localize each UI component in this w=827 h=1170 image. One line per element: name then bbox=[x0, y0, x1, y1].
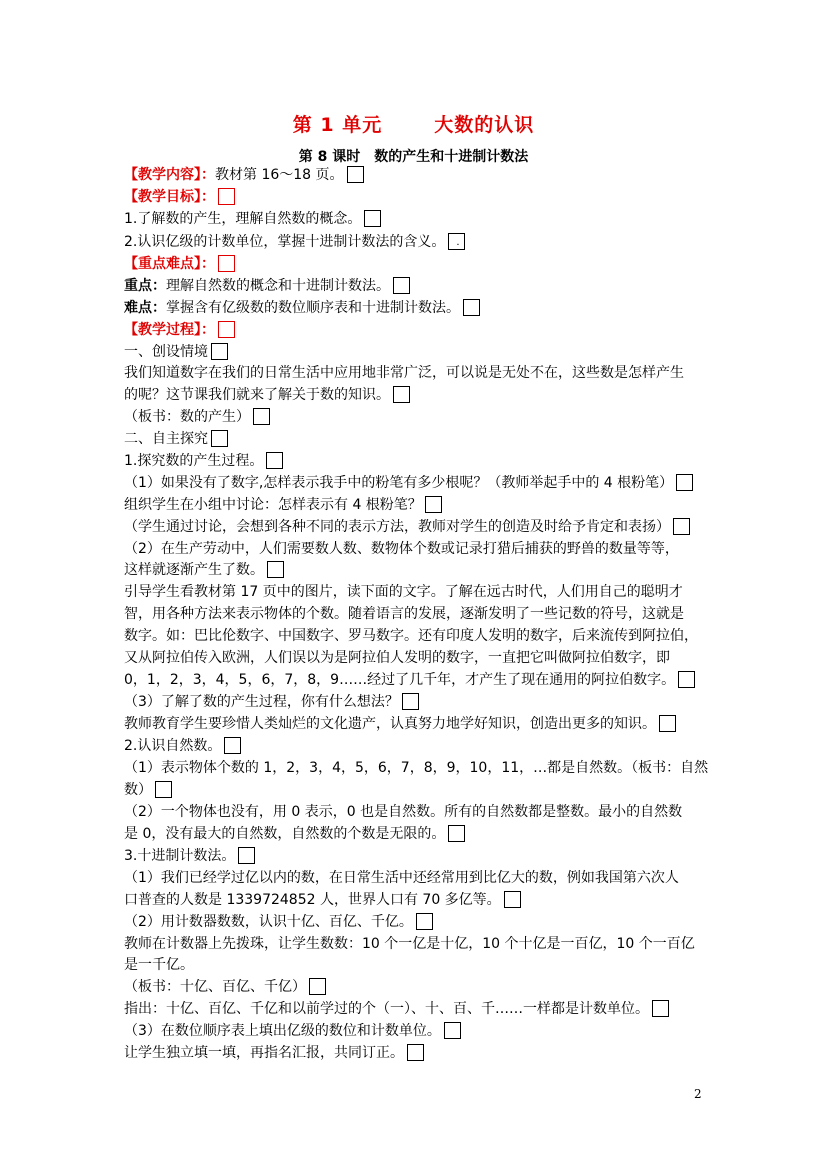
line-text: 教师教育学生要珍惜人类灿烂的文化遗产，认真努力地学好知识，创造出更多的知识。 bbox=[124, 713, 676, 735]
checkbox-icon[interactable] bbox=[347, 166, 364, 183]
line-text: （2）一个物体也没有，用 0 表示，0 也是自然数。所有的自然数都是整数。最小的自然数 bbox=[124, 804, 683, 820]
line-text: （3）在数位顺序表上填出亿级的数位和计数单位。 bbox=[124, 1020, 461, 1042]
checkbox-icon[interactable] bbox=[444, 1022, 461, 1039]
line-text: （1）如果没有了数字,怎样表示我手中的粉笔有多少根呢？（教师举起手中的 4 根粉笔） bbox=[124, 472, 693, 494]
checkbox-icon[interactable] bbox=[224, 737, 241, 754]
line-text: （1）表示物体个数的 1，2，3，4，5，6，7，8，9，10，11，…都是自然数。（板书：自然 bbox=[124, 760, 709, 776]
checkbox-icon[interactable] bbox=[416, 913, 433, 930]
line-text: （2）用计数器数数，认识十亿、百亿、千亿。 bbox=[124, 911, 433, 933]
line-text: 组织学生在小组中讨论：怎样表示有 4 根粉笔？ bbox=[124, 494, 442, 516]
checkbox-icon[interactable] bbox=[448, 825, 465, 842]
line-section-1: 一、创设情境 bbox=[124, 341, 228, 363]
line-text: （学生通过讨论，会想到各种不同的表示方法，教师对学生的创造及时给予肯定和表扬） bbox=[124, 516, 690, 538]
checkbox-icon[interactable] bbox=[211, 343, 228, 360]
line-text: 这样就逐渐产生了数。 bbox=[124, 559, 284, 581]
line-text: （2）在生产劳动中，人们需要数人数、数物体个数或记录打猎后捕获的野兽的数量等等， bbox=[124, 541, 679, 557]
checkbox-icon[interactable] bbox=[678, 671, 695, 688]
line-text: （1）我们已经学过亿以内的数，在日常生活中还经常用到比亿大的数，例如我国第六次人 bbox=[124, 870, 679, 886]
line-text: 智，用各种方法来表示物体的个数。随着语言的发展，逐渐发明了一些记数的符号，这就是 bbox=[124, 606, 684, 622]
checkbox-icon[interactable]: . bbox=[448, 233, 465, 250]
line-section-2: 二、自主探究 bbox=[124, 428, 228, 450]
checkbox-icon[interactable] bbox=[155, 781, 172, 798]
line-text: 我们知道数字在我们的日常生活中应用地非常广泛，可以说是无处不在，这些数是怎样产生 bbox=[124, 365, 684, 381]
checkbox-icon[interactable] bbox=[218, 188, 235, 205]
line-objectives: 【教学目标】： bbox=[124, 186, 235, 208]
lesson-subtitle: 第 8 课时 数的产生和十进制计数法 bbox=[298, 149, 529, 165]
line-text: 口普查的人数是 1339724852 人，世界人口有 70 多亿等。 bbox=[124, 889, 521, 911]
checkbox-icon[interactable] bbox=[253, 408, 270, 425]
line-key-point: 重点：理解自然数的概念和十进制计数法。 bbox=[124, 275, 410, 297]
checkbox-icon[interactable] bbox=[425, 496, 442, 513]
checkbox-icon[interactable] bbox=[218, 255, 235, 272]
line-text: （板书：十亿、百亿、千亿） bbox=[124, 976, 326, 998]
line-text: 指出：十亿、百亿、千亿和以前学过的个（一）、十、百、千……一样都是计数单位。 bbox=[124, 998, 669, 1020]
line-text: 引导学生看教材第 17 页中的图片，读下面的文字。了解在远古时代，人们用自己的聪明才 bbox=[124, 584, 683, 600]
checkbox-icon[interactable] bbox=[402, 693, 419, 710]
line-text: （3）了解了数的产生过程，你有什么想法？ bbox=[124, 691, 419, 713]
line-text: 让学生独立填一填，再指名汇报，共同订正。 bbox=[124, 1042, 424, 1064]
line-text: 又从阿拉伯传入欧洲，人们误以为是阿拉伯人发明的数字，一直把它叫做阿拉伯数字，即 bbox=[124, 650, 670, 666]
unit-name: 大数的认识 bbox=[434, 114, 535, 136]
unit-number: 第 1 单元 bbox=[292, 114, 383, 136]
checkbox-icon[interactable] bbox=[266, 452, 283, 469]
checkbox-icon[interactable] bbox=[393, 277, 410, 294]
line-objective-1: 1.了解数的产生，理解自然数的概念。 bbox=[124, 208, 381, 230]
line-key-points: 【重点难点】： bbox=[124, 253, 235, 275]
checkbox-icon[interactable] bbox=[218, 321, 235, 338]
line-text: 2.认识自然数。 bbox=[124, 735, 241, 757]
checkbox-icon[interactable] bbox=[676, 474, 693, 491]
line-objective-2: 2.认识亿级的计数单位，掌握十进制计数法的含义。 . bbox=[124, 231, 465, 253]
checkbox-icon[interactable] bbox=[238, 847, 255, 864]
line-text: 1.探究数的产生过程。 bbox=[124, 450, 283, 472]
line-text: （板书：数的产生） bbox=[124, 406, 270, 428]
line-text: 3.十进制计数法。 bbox=[124, 845, 255, 867]
checkbox-icon[interactable] bbox=[393, 386, 410, 403]
line-text: 0，1，2，3，4，5，6，7，8，9……经过了几千年，才产生了现在通用的阿拉伯数字。 bbox=[124, 669, 695, 691]
checkbox-icon[interactable] bbox=[652, 1000, 669, 1017]
checkbox-icon[interactable] bbox=[364, 210, 381, 227]
checkbox-icon[interactable] bbox=[309, 978, 326, 995]
checkbox-icon[interactable] bbox=[659, 715, 676, 732]
checkbox-icon[interactable] bbox=[673, 518, 690, 535]
line-text: 是一千亿。 bbox=[124, 957, 194, 973]
line-text: 数） bbox=[124, 779, 172, 801]
checkbox-icon[interactable] bbox=[463, 299, 480, 316]
line-text: 教师在计数器上先拨珠，让学生数数：10 个一亿是十亿，10 个十亿是一百亿，10 个一百亿 bbox=[124, 936, 695, 952]
line-text: 的呢？这节课我们就来了解关于数的知识。 bbox=[124, 384, 410, 406]
line-content: 【教学内容】：教材第 16～18 页。 bbox=[124, 164, 364, 186]
line-text: 是 0，没有最大的自然数，自然数的个数是无限的。 bbox=[124, 823, 465, 845]
checkbox-icon[interactable] bbox=[504, 891, 521, 908]
line-text: 数字。如：巴比伦数字、中国数字、罗马数字。还有印度人发明的数字，后来流传到阿拉伯， bbox=[124, 628, 698, 644]
line-process: 【教学过程】： bbox=[124, 319, 235, 341]
line-difficult-point: 难点：掌握含有亿级数的数位顺序表和十进制计数法。 bbox=[124, 297, 480, 319]
unit-title bbox=[0, 110, 827, 137]
checkbox-icon[interactable] bbox=[211, 430, 228, 447]
checkbox-icon[interactable] bbox=[267, 561, 284, 578]
checkbox-icon[interactable] bbox=[407, 1044, 424, 1061]
page-number: 2 bbox=[694, 1087, 702, 1101]
